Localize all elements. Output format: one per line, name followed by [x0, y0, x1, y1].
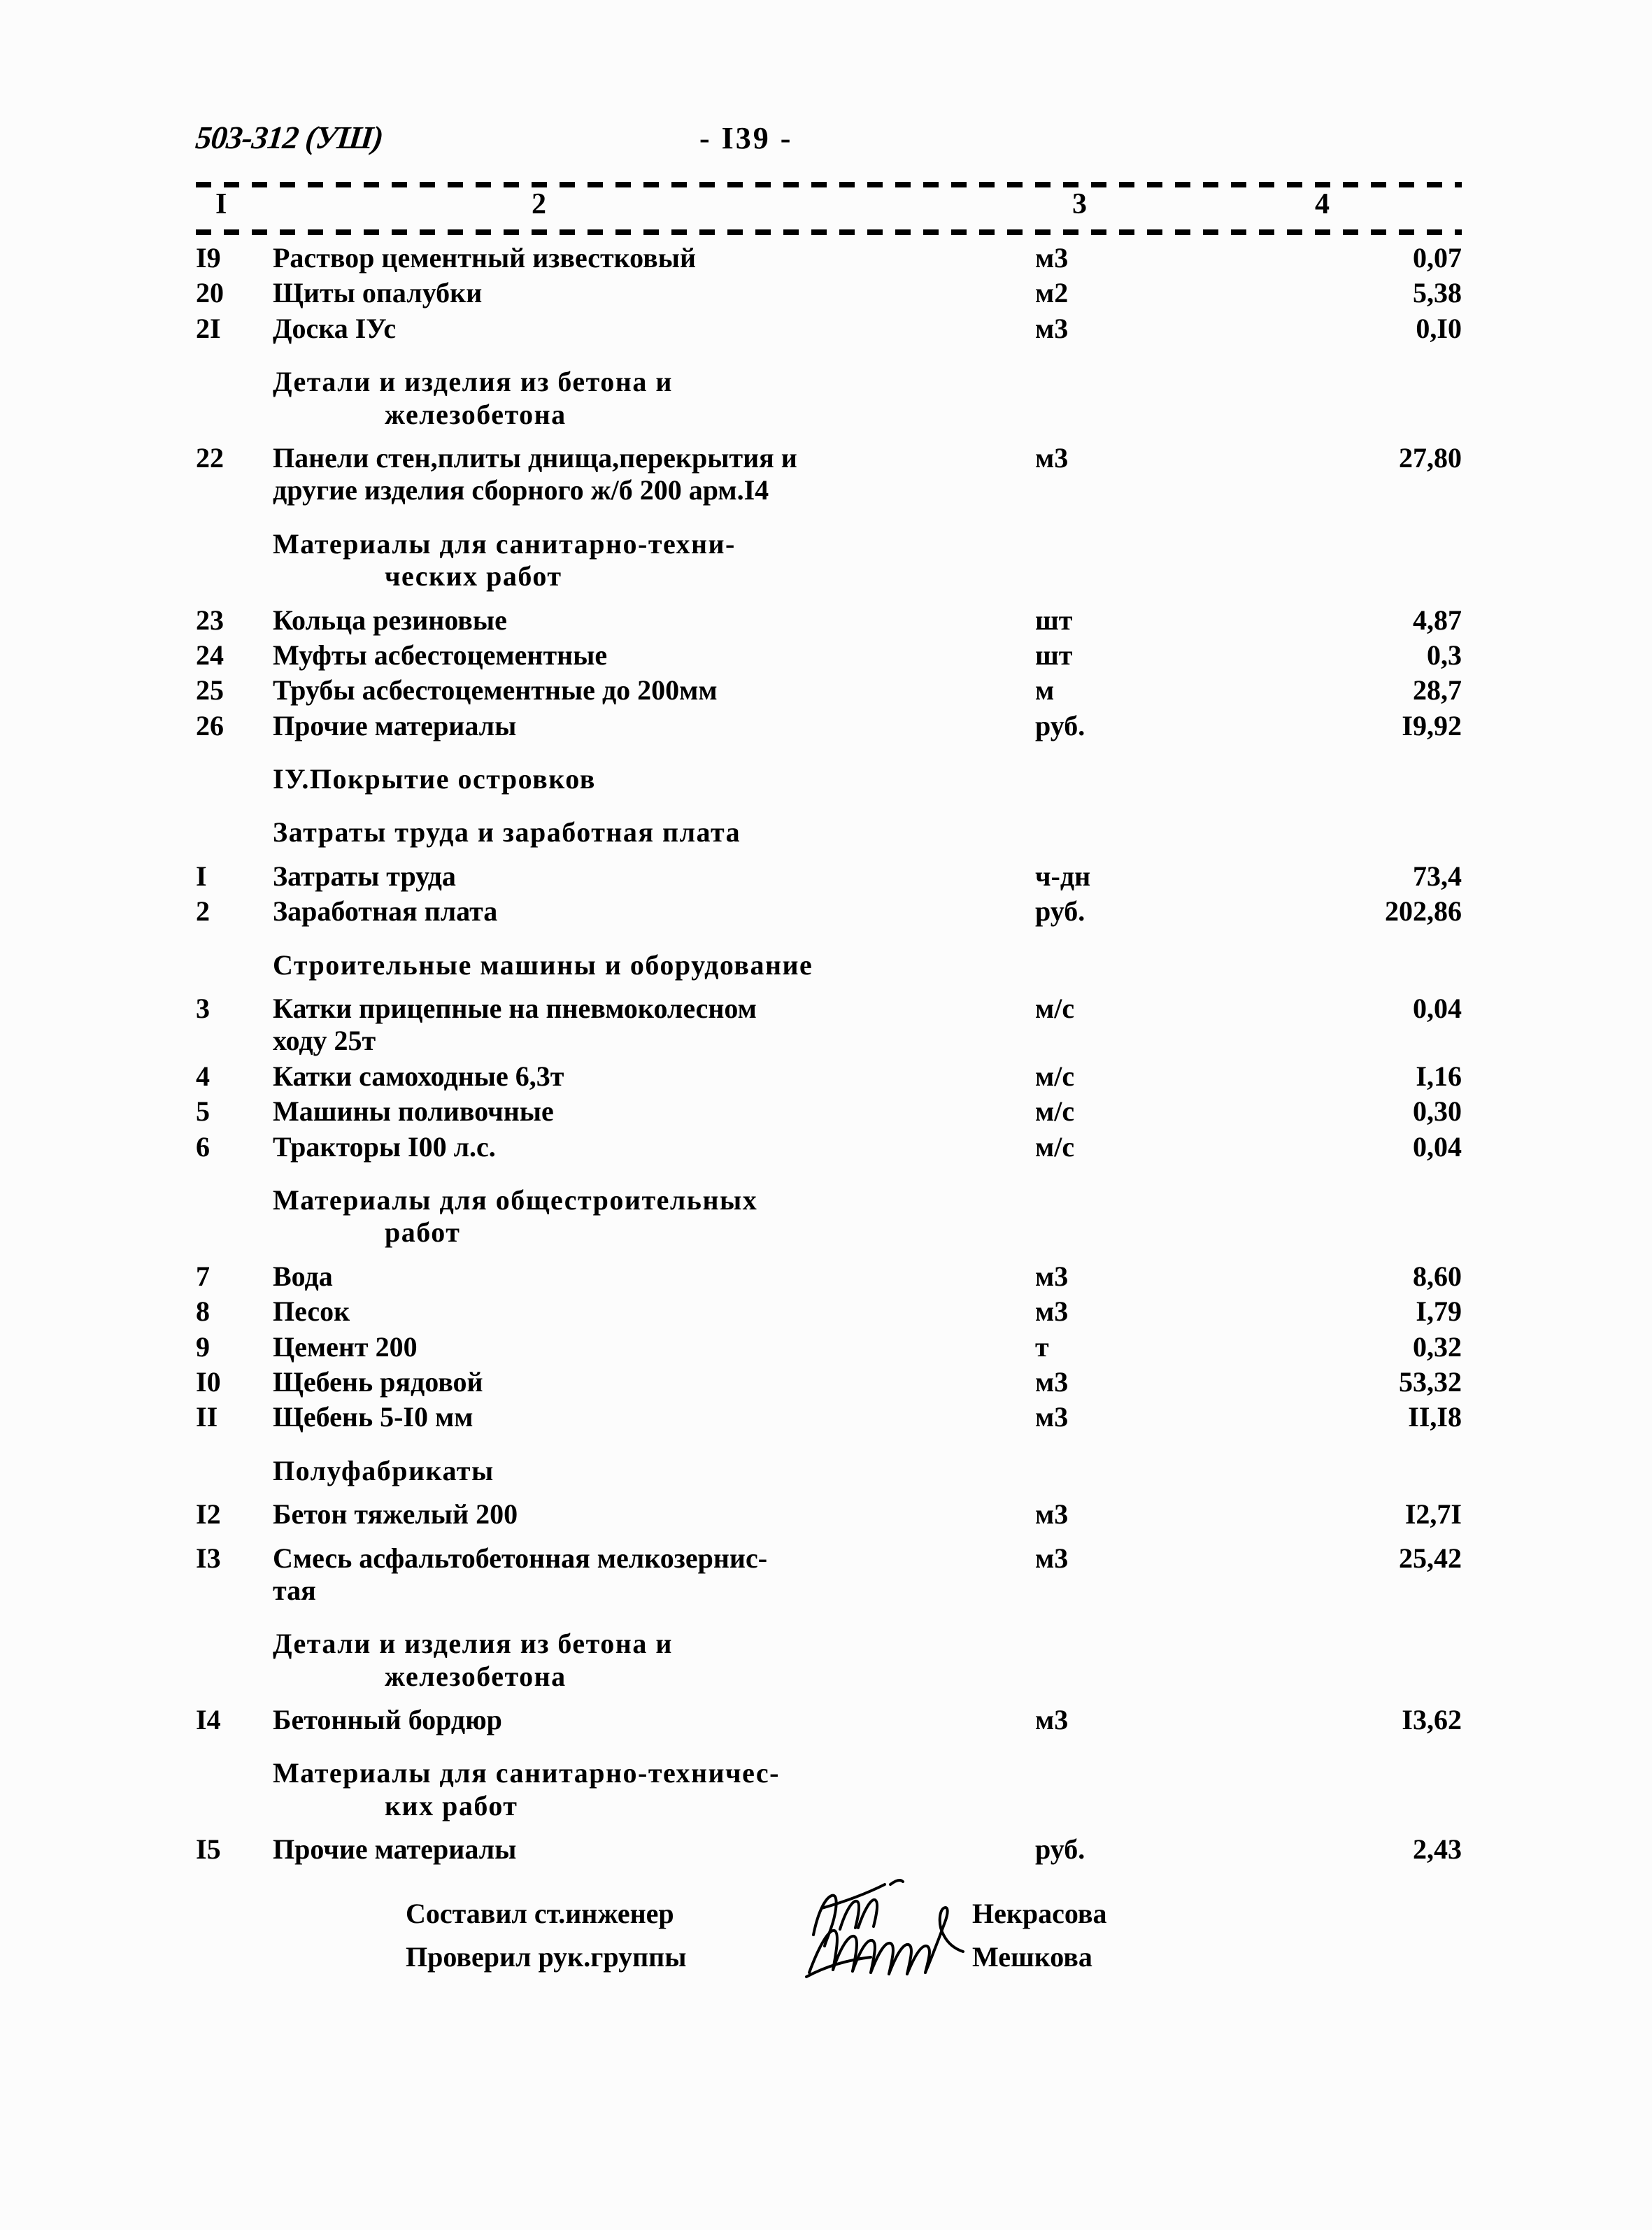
- section-caption-line1: Строительные машины и оборудование: [273, 949, 813, 981]
- row-description: [273, 893, 1035, 928]
- row-unit: м3: [1035, 1260, 1069, 1292]
- row-number: 2: [196, 895, 210, 928]
- row-number: 26: [196, 709, 224, 741]
- caption-spacer: [196, 1163, 273, 1249]
- row-description-line1: Панели стен,плиты днища,перекрытия и: [273, 441, 797, 474]
- row-unit: ч-дн: [1035, 860, 1091, 892]
- row-value: I,16: [1416, 1060, 1462, 1092]
- section-caption-line1: Затраты труда и заработная плата: [273, 816, 741, 848]
- section-caption-line1: Детали и изделия из бетона и: [273, 366, 673, 398]
- column-header-row: [196, 187, 1469, 227]
- row-description: [273, 1487, 1035, 1531]
- table-row: [196, 981, 1462, 1058]
- column-header-3: 3: [1072, 188, 1087, 220]
- row-description: [273, 707, 1035, 742]
- table-row: [196, 239, 1462, 274]
- row-unit: шт: [1035, 639, 1073, 671]
- caption-spacer: [196, 345, 273, 431]
- row-number: 6: [196, 1130, 210, 1163]
- row-description-line2: тая: [273, 1574, 316, 1606]
- row-description-line1: Смесь асфальтобетонная мелкозернис-: [273, 1542, 768, 1574]
- row-description: [273, 1093, 1035, 1128]
- row-value: 0,I0: [1416, 312, 1462, 344]
- table-row: [196, 1487, 1462, 1531]
- table-row: [196, 431, 1462, 507]
- row-description-line1: Прочие материалы: [273, 1833, 517, 1866]
- row-description: [273, 672, 1035, 706]
- row-number: 8: [196, 1295, 210, 1328]
- row-value: I9,92: [1402, 709, 1462, 741]
- row-description-line1: Бетонный бордюр: [273, 1704, 502, 1736]
- caption-spacer: [196, 1607, 273, 1693]
- row-value: I3,62: [1402, 1704, 1462, 1736]
- row-unit: м3: [1035, 1498, 1069, 1531]
- section-caption-row: [196, 1736, 1462, 1822]
- section-caption-row: [196, 795, 1462, 848]
- row-description-line1: Машины поливочные: [273, 1095, 554, 1128]
- table-row: [196, 1693, 1462, 1736]
- section-caption: [273, 795, 1462, 848]
- row-value: 0,30: [1413, 1095, 1462, 1128]
- table-row: [196, 1293, 1462, 1328]
- row-description-line1: Щебень рядовой: [273, 1365, 483, 1398]
- section-caption: [273, 928, 1462, 981]
- row-unit: м2: [1035, 277, 1069, 309]
- table-row: [196, 1363, 1462, 1398]
- row-description-line2: ходу 25т: [273, 1025, 376, 1057]
- row-description: [273, 1058, 1035, 1093]
- row-number: 24: [196, 639, 224, 671]
- section-caption-row: [196, 1607, 1462, 1693]
- section-caption: [273, 507, 1462, 593]
- row-number: 7: [196, 1260, 210, 1292]
- section-caption-line2: ческих работ: [385, 560, 562, 592]
- row-number: 9: [196, 1330, 210, 1363]
- row-value: 8,60: [1413, 1260, 1462, 1292]
- document-code: 503-312 (УШ): [194, 120, 385, 155]
- row-unit: руб.: [1035, 895, 1085, 928]
- section-caption-line1: Полуфабрикаты: [273, 1454, 494, 1486]
- row-description-line1: Муфты асбестоцементные: [273, 639, 608, 671]
- row-description: [273, 1249, 1035, 1293]
- row-value: I,79: [1416, 1295, 1462, 1328]
- row-value: 73,4: [1413, 860, 1462, 892]
- row-description-line1: Прочие материалы: [273, 709, 517, 741]
- row-unit: м3: [1035, 441, 1069, 474]
- row-number: I0: [196, 1365, 221, 1398]
- estimate-table-body: [196, 239, 1462, 1866]
- section-caption-row: [196, 507, 1462, 593]
- row-description-line1: Вода: [273, 1260, 333, 1292]
- section-caption: [273, 1163, 1462, 1249]
- row-value: 202,86: [1385, 895, 1462, 928]
- row-value: II,I8: [1408, 1401, 1462, 1433]
- section-caption-row: [196, 345, 1462, 431]
- row-unit: м/с: [1035, 1095, 1075, 1128]
- row-value: 28,7: [1413, 674, 1462, 706]
- page-header: [196, 119, 1469, 173]
- section-caption: [273, 345, 1462, 431]
- row-unit: м3: [1035, 1542, 1069, 1574]
- row-unit: руб.: [1035, 1833, 1085, 1866]
- row-value: 5,38: [1413, 277, 1462, 309]
- row-unit: м3: [1035, 242, 1069, 274]
- row-value: 0,04: [1413, 1130, 1462, 1163]
- table-row: [196, 849, 1462, 893]
- section-caption-line2: работ: [385, 1216, 461, 1249]
- caption-spacer: [196, 1736, 273, 1822]
- row-number: 23: [196, 604, 224, 636]
- row-unit: м3: [1035, 312, 1069, 344]
- caption-spacer: [196, 507, 273, 593]
- row-unit: шт: [1035, 604, 1073, 636]
- row-description: [273, 1822, 1035, 1866]
- row-value: 27,80: [1399, 441, 1462, 474]
- row-description: [273, 849, 1035, 893]
- row-description: [273, 1328, 1035, 1363]
- section-caption-row: [196, 928, 1462, 981]
- row-number: I: [196, 860, 207, 892]
- row-unit: м3: [1035, 1704, 1069, 1736]
- page-content: [196, 119, 1469, 2016]
- row-description: [273, 1128, 1035, 1163]
- row-unit: т: [1035, 1330, 1049, 1363]
- section-caption-line1: IУ.Покрытие островков: [273, 763, 596, 795]
- table-rule-bottom: [196, 227, 1462, 235]
- row-value: 4,87: [1413, 604, 1462, 636]
- column-header-1: I: [215, 188, 227, 220]
- column-header-2: 2: [532, 188, 546, 220]
- row-number: 25: [196, 674, 224, 706]
- caption-spacer: [196, 1434, 273, 1487]
- row-description-line2: другие изделия сборного ж/б 200 арм.I4: [273, 474, 769, 506]
- row-description-line1: Трубы асбестоцементные до 200мм: [273, 674, 718, 706]
- table-row: [196, 707, 1462, 742]
- row-value: 0,3: [1427, 639, 1462, 671]
- table-row: [196, 1531, 1462, 1607]
- table-row: [196, 274, 1462, 309]
- row-unit: м3: [1035, 1365, 1069, 1398]
- table-row: [196, 893, 1462, 928]
- row-value: 53,32: [1399, 1365, 1462, 1398]
- row-description-line1: Щебень 5-I0 мм: [273, 1401, 473, 1433]
- section-caption-line1: Материалы для санитарно-техничес-: [273, 1757, 780, 1789]
- row-number: 2I: [196, 312, 221, 344]
- compiled-by-label: Составил ст.инженер: [406, 1897, 674, 1929]
- row-description-line1: Затраты труда: [273, 860, 456, 892]
- section-caption-row: [196, 1163, 1462, 1249]
- table-row: [196, 593, 1462, 637]
- row-number: I2: [196, 1498, 221, 1531]
- row-description: [273, 310, 1035, 345]
- table-row: [196, 1398, 1462, 1433]
- row-description-line1: Песок: [273, 1295, 350, 1328]
- estimate-table: [196, 239, 1462, 1866]
- row-number: I4: [196, 1704, 221, 1736]
- row-description-line1: Щиты опалубки: [273, 277, 483, 309]
- page-number: - I39 -: [699, 121, 793, 155]
- row-unit: м/с: [1035, 1130, 1075, 1163]
- row-number: 4: [196, 1060, 210, 1092]
- row-description-line1: Кольца резиновые: [273, 604, 507, 636]
- section-caption-line1: Детали и изделия из бетона и: [273, 1628, 673, 1660]
- section-caption-line2: железобетона: [385, 398, 567, 430]
- table-row: [196, 1058, 1462, 1093]
- section-caption: [273, 742, 1462, 795]
- section-caption-line1: Материалы для общестроительных: [273, 1184, 758, 1216]
- row-number: 22: [196, 441, 224, 474]
- row-number: II: [196, 1401, 218, 1433]
- table-row: [196, 672, 1462, 706]
- row-description: [273, 274, 1035, 309]
- row-description: [273, 239, 1035, 274]
- row-number: I5: [196, 1833, 221, 1866]
- row-description-line1: Раствор цементный известковый: [273, 242, 696, 274]
- row-description: [273, 1363, 1035, 1398]
- row-number: I3: [196, 1542, 221, 1574]
- table-row: [196, 1128, 1462, 1163]
- row-unit: руб.: [1035, 709, 1085, 741]
- section-caption-row: [196, 1434, 1462, 1487]
- table-rule-top: [196, 179, 1462, 187]
- section-caption: [273, 1434, 1462, 1487]
- row-value: 2,43: [1413, 1833, 1462, 1866]
- caption-spacer: [196, 928, 273, 981]
- table-row: [196, 1093, 1462, 1128]
- row-description-line1: Бетон тяжелый 200: [273, 1498, 518, 1531]
- row-description: [273, 981, 1035, 1058]
- section-caption: [273, 1607, 1462, 1693]
- row-value: I2,7I: [1404, 1498, 1462, 1531]
- row-description: [273, 431, 1035, 507]
- row-unit: м3: [1035, 1295, 1069, 1328]
- row-value: 0,04: [1413, 993, 1462, 1025]
- row-description: [273, 1398, 1035, 1433]
- section-caption-row: [196, 742, 1462, 795]
- row-value: 0,07: [1413, 242, 1462, 274]
- table-row: [196, 1822, 1462, 1866]
- column-header-4: 4: [1315, 188, 1330, 220]
- row-description-line1: Катки самоходные 6,3т: [273, 1060, 564, 1092]
- checked-by-name: Мешкова: [972, 1940, 1092, 1973]
- table-row: [196, 310, 1462, 345]
- row-unit: м3: [1035, 1401, 1069, 1433]
- caption-spacer: [196, 795, 273, 848]
- row-description-line1: Цемент 200: [273, 1330, 418, 1363]
- row-description: [273, 593, 1035, 637]
- row-description: [273, 1693, 1035, 1736]
- row-number: 5: [196, 1095, 210, 1128]
- checked-by-label: Проверил рук.группы: [406, 1940, 687, 1973]
- row-value: 0,32: [1413, 1330, 1462, 1363]
- row-description-line1: Тракторы I00 л.с.: [273, 1130, 496, 1163]
- row-value: 25,42: [1399, 1542, 1462, 1574]
- table-row: [196, 1328, 1462, 1363]
- row-number: I9: [196, 242, 221, 274]
- row-description: [273, 1531, 1035, 1607]
- section-caption-line2: ких работ: [385, 1789, 518, 1821]
- signature-block: [196, 1897, 1469, 2016]
- row-number: 20: [196, 277, 224, 309]
- table-row: [196, 637, 1462, 672]
- row-description: [273, 1293, 1035, 1328]
- row-description: [273, 637, 1035, 672]
- row-description-line1: Заработная плата: [273, 895, 498, 928]
- row-number: 3: [196, 993, 210, 1025]
- row-description-line1: Доска IУс: [273, 312, 397, 344]
- section-caption-line2: железобетона: [385, 1660, 567, 1692]
- caption-spacer: [196, 742, 273, 795]
- section-caption: [273, 1736, 1462, 1822]
- row-unit: м/с: [1035, 993, 1075, 1025]
- row-unit: м/с: [1035, 1060, 1075, 1092]
- row-description-line1: Катки прицепные на пневмоколесном: [273, 993, 757, 1025]
- compiled-by-name: Некрасова: [972, 1897, 1107, 1929]
- section-caption-line1: Материалы для санитарно-техни-: [273, 527, 736, 560]
- row-unit: м: [1035, 674, 1055, 706]
- table-row: [196, 1249, 1462, 1293]
